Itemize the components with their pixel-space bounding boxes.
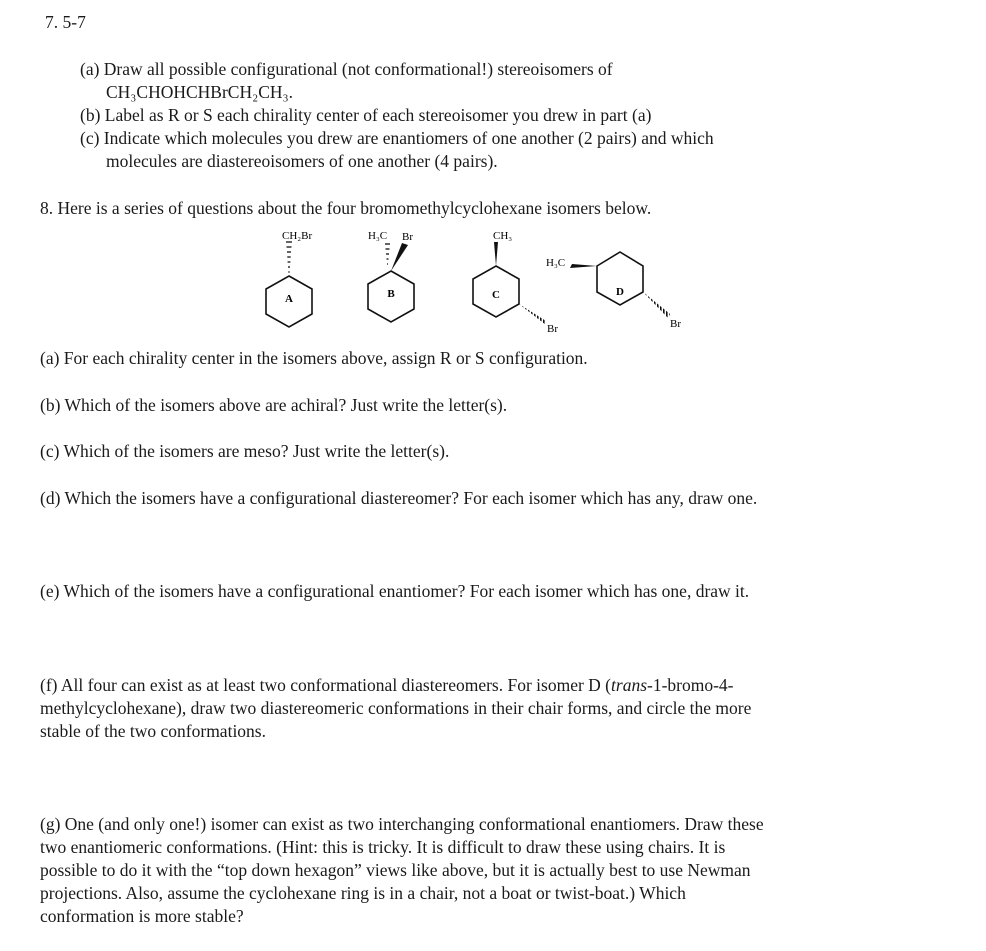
q7-part-b: (b) Label as R or S each chirality center of each stereoisomer you drew in part (a) bbox=[80, 105, 652, 125]
molecule-b bbox=[368, 230, 414, 322]
q8-part-g-line2: two enantiomeric conformations. (Hint: this is tricky. It is difficult to draw these using chairs. It is bbox=[40, 837, 726, 857]
solid-wedge-bond bbox=[391, 243, 408, 271]
molecule-b-label: B bbox=[387, 288, 395, 300]
q8-part-g-line3: possible to do it with the “top down hexagon” views like above, but it is actually best to use Newman bbox=[40, 860, 751, 880]
q7-part-a: (a) Draw all possible configurational (not conformational!) stereoisomers of bbox=[80, 59, 613, 79]
molecule-a bbox=[266, 230, 312, 327]
q8-part-g-line5: conformation is more stable? bbox=[40, 906, 244, 926]
q8-part-a: (a) For each chirality center in the isomers above, assign R or S configuration. bbox=[40, 348, 588, 368]
q8-intro: 8. Here is a series of questions about the four bromomethylcyclohexane isomers below. bbox=[40, 198, 652, 218]
substituent-ch3: CH₃ bbox=[493, 230, 513, 242]
molecule-c-label: C bbox=[492, 289, 500, 301]
molecule-d bbox=[546, 252, 681, 330]
substituent-br: Br bbox=[402, 231, 413, 243]
q7-part-c: (c) Indicate which molecules you drew are enantiomers of one another (2 pairs) and which bbox=[80, 128, 714, 148]
substituent-h3c: H₃C bbox=[368, 230, 388, 242]
molecule-a-label: A bbox=[285, 293, 293, 305]
q8-part-f-post: -1-bromo-4- bbox=[647, 675, 734, 695]
q8-part-f-line3: stable of the two conformations. bbox=[40, 721, 266, 741]
q7-formula: CH₃CHOHCHBrCH₂CH₃. bbox=[106, 82, 294, 102]
substituent-ch2br: CH₂Br bbox=[282, 230, 313, 242]
substituent-br: Br bbox=[547, 323, 558, 335]
q8-part-d: (d) Which the isomers have a configurational diastereomer? For each isomer which has any, draw one. bbox=[40, 488, 758, 508]
q8-part-f bbox=[40, 674, 734, 696]
q8-part-f-italic: trans bbox=[611, 675, 647, 695]
q8-part-b: (b) Which of the isomers above are achiral? Just write the letter(s). bbox=[40, 395, 508, 415]
molecule-d-label: D bbox=[616, 286, 624, 298]
q8-part-g: (g) One (and only one!) isomer can exist as two interchanging conformational enantiomers. Draw these bbox=[40, 814, 764, 834]
hashed-wedge-bond bbox=[286, 242, 292, 272]
solid-wedge-bond bbox=[570, 264, 597, 268]
substituent-br: Br bbox=[670, 318, 681, 330]
molecule-c bbox=[473, 230, 558, 335]
solid-wedge-bond bbox=[494, 242, 498, 266]
substituent-h3c: H₃C bbox=[546, 257, 566, 269]
q7-part-c-cont: molecules are diastereoisomers of one another (4 pairs). bbox=[106, 151, 498, 171]
q8-part-f-line2: methylcyclohexane), draw two diastereomeric conformations in their chair forms, and circle the more bbox=[40, 698, 752, 718]
q8-part-g-line4: projections. Also, assume the cyclohexane ring is in a chair, not a boat or twist-boat.) Which bbox=[40, 883, 686, 903]
q8-part-f-pre: (f) All four can exist as at least two conformational diastereomers. For isomer D ( bbox=[40, 675, 612, 695]
q8-part-c: (c) Which of the isomers are meso? Just write the letter(s). bbox=[40, 441, 450, 461]
q7-number: 7. 5-7 bbox=[45, 12, 86, 32]
hashed-wedge-bond bbox=[385, 244, 390, 264]
q8-part-e: (e) Which of the isomers have a configurational enantiomer? For each isomer which has one, draw it. bbox=[40, 581, 750, 601]
